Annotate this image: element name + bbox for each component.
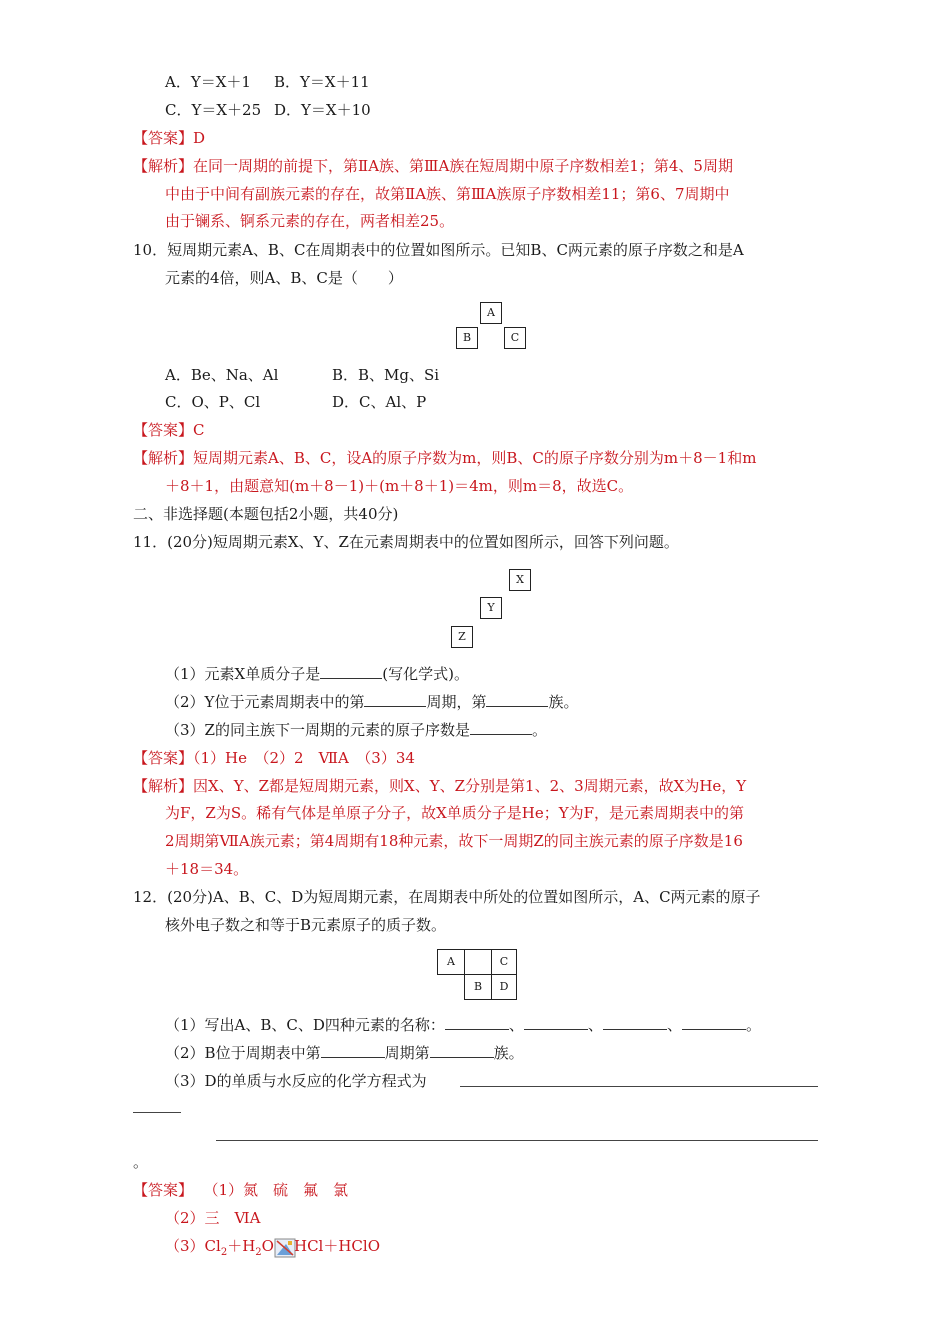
q11-cell-y: Y xyxy=(480,597,502,619)
q11-stem: 11．(20分)短周期元素X、Y、Z在元素周期表中的位置如图所示，回答下列问题。 xyxy=(133,533,679,551)
q10-cell-c: C xyxy=(504,327,526,349)
q11-blank-4[interactable] xyxy=(470,720,532,735)
q9-analysis-line-2: 中由于中间有副族元素的存在，故第ⅡA族、第ⅢA族原子序数相差11；第6、7周期中 xyxy=(165,185,730,203)
q12-blank-5[interactable] xyxy=(321,1043,385,1058)
q11-sub-1: （1）元素X单质分子是 (写化学式)。 xyxy=(165,665,469,683)
q12-answer-2: （2）三 ⅥA xyxy=(165,1209,261,1227)
q12-equation-line-2[interactable] xyxy=(216,1140,818,1141)
q12-cell-b: B xyxy=(464,974,492,1000)
q10-stem-line-1: 10．短周期元素A、B、C在周期表中的位置如图所示。已知B、C两元素的原子序数之和是A xyxy=(133,241,744,259)
q10-cell-b: B xyxy=(456,327,478,349)
q11-blank-2[interactable] xyxy=(364,692,426,707)
q12-blank-4[interactable] xyxy=(682,1015,746,1030)
q11-analysis-line-4: ＋18＝34。 xyxy=(165,860,249,878)
q12-cell-a: A xyxy=(437,949,465,975)
q9-option-c: C．Y＝X＋25 xyxy=(165,101,262,119)
q12-blank-3[interactable] xyxy=(603,1015,667,1030)
q10-analysis-line-1: 【解析】短周期元素A、B、C，设A的原子序数为m，则B、C的原子序数分别为m＋8－1和m xyxy=(133,449,757,467)
q11-analysis-line-2: 为F，Z为S。稀有气体是单原子分子，故X单质分子是He；Y为F，是元素周期表中的第 xyxy=(165,804,745,822)
q10-option-b: B．B、Mg、Si xyxy=(332,366,440,384)
q12-blank-2[interactable] xyxy=(524,1015,588,1030)
q12-cell-c: C xyxy=(491,949,517,975)
q10-answer: 【答案】C xyxy=(133,421,205,439)
q12-sub-2: （2）B位于周期表中第 周期第 族。 xyxy=(165,1044,524,1062)
q12-answer: 【答案】 （1）氮 硫 氟 氯 xyxy=(133,1181,349,1199)
q11-cell-x: X xyxy=(509,569,531,591)
q12-cell-d: D xyxy=(491,974,517,1000)
q11-sub-2: （2）Y位于元素周期表中的第 周期，第 族。 xyxy=(165,693,579,711)
q9-analysis-line-1: 【解析】在同一周期的前提下，第ⅡA族、第ⅢA族在短周期中原子序数相差1；第4、5周期 xyxy=(133,157,733,175)
section-heading: 二、非选择题(本题包括2小题，共40分) xyxy=(133,505,399,523)
q11-analysis-line-3: 2周期第ⅦA族元素；第4周期有18种元素，故下一周期Z的同主族元素的原子序数是16 xyxy=(165,832,743,850)
q10-option-d: D．C、Al、P xyxy=(332,393,427,411)
q11-answer: 【答案】（1）He （2）2 ⅦA （3）34 xyxy=(133,749,415,767)
q10-analysis-line-2: ＋8＋1，由题意知(m＋8－1)＋(m＋8＋1)＝4m，则m＝8，故选C。 xyxy=(165,477,634,495)
q12-sub-1: （1）写出A、B、C、D四种元素的名称： 、 、 、 。 xyxy=(165,1016,761,1034)
q9-answer: 【答案】D xyxy=(133,129,206,147)
reaction-arrow-image-icon xyxy=(274,1238,294,1256)
q11-blank-1[interactable] xyxy=(320,664,382,679)
q12-blank-1[interactable] xyxy=(445,1015,509,1030)
q9-option-a: A．Y＝X＋1 xyxy=(165,73,251,91)
q12-sub-3: （3）D的单质与水反应的化学方程式为 xyxy=(165,1072,427,1090)
q12-equation-line-1[interactable] xyxy=(460,1086,818,1087)
q12-stem-line-2: 核外电子数之和等于B元素原子的质子数。 xyxy=(165,916,447,934)
q9-analysis-line-3: 由于镧系、锕系元素的存在，两者相差25。 xyxy=(165,212,455,230)
q12-blank-6[interactable] xyxy=(430,1043,494,1058)
q10-option-a: A．Be、Na、Al xyxy=(165,366,279,384)
q9-option-d: D．Y＝X＋10 xyxy=(274,101,371,119)
q12-equation-end: 。 xyxy=(133,1153,149,1171)
q10-stem-line-2: 元素的4倍，则A、B、C是（ ） xyxy=(165,269,403,287)
q12-equation-line-1-tail[interactable] xyxy=(133,1112,181,1113)
q11-analysis-line-1: 【解析】因X、Y、Z都是短周期元素，则X、Y、Z分别是第1、2、3周期元素，故X为He，Y xyxy=(133,777,747,795)
q9-option-b: B．Y＝X＋11 xyxy=(274,73,370,91)
q12-answer-3: $(3)Cl_2+H_2O$ HCl＋HClO xyxy=(165,1237,380,1258)
q10-cell-a: A xyxy=(480,302,502,324)
q11-cell-z: Z xyxy=(451,626,473,648)
q12-cell-empty xyxy=(464,949,492,975)
q11-blank-3[interactable] xyxy=(486,692,548,707)
q11-sub-3: （3）Z的同主族下一周期的元素的原子序数是 。 xyxy=(165,721,547,739)
q10-option-c: C．O、P、Cl xyxy=(165,393,261,411)
q12-stem-line-1: 12．(20分)A、B、C、D为短周期元素，在周期表中所处的位置如图所示，A、C两元素的原子 xyxy=(133,888,761,906)
